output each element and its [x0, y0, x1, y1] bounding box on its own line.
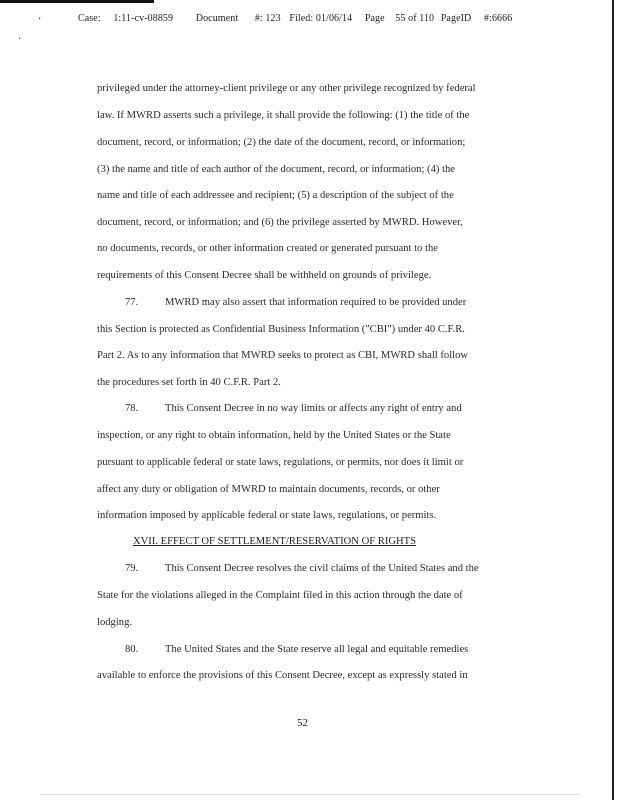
body-line: requirements of this Consent Decree shall be withheld on grounds of privilege.: [97, 270, 432, 281]
body-line: name and title of each addressee and recipient; (5) a description of the subject of the: [97, 190, 454, 201]
body-line: information imposed by applicable federal or state laws, regulations, or permits.: [97, 510, 437, 521]
pageid: #:6666: [483, 13, 513, 24]
paragraph-number: 78.: [125, 403, 139, 414]
body-line: privileged under the attorney-client privilege or any other privilege recognized by federal: [97, 83, 476, 94]
body-line: This Consent Decree in no way limits or affects any right of entry and: [165, 403, 462, 414]
filed-date: Filed: 01/06/14: [289, 13, 353, 24]
body-line: Part 2. As to any information that MWRD seeks to protect as CBI, MWRD shall follow: [97, 350, 469, 361]
scan-mark: ‘: [38, 16, 42, 27]
body-line: available to enforce the provisions of this Consent Decree, except as expressly stated in: [97, 670, 468, 681]
body-line: document, record, or information; (2) the date of the document, record, or information;: [97, 137, 466, 148]
page-number: 52: [297, 717, 308, 729]
body-line: no documents, records, or other information created or generated pursuant to the: [97, 243, 438, 254]
body-line: The United States and the State reserve all legal and equitable remedies: [165, 644, 469, 655]
body-line: affect any duty or obligation of MWRD to maintain documents, records, or other: [97, 484, 440, 495]
case-number: 1:11-cv-08859: [113, 13, 174, 24]
page-of: 55 of 110: [395, 13, 435, 24]
body-line: MWRD may also assert that information required to be provided under: [165, 297, 467, 308]
doc-number: #: 123: [254, 13, 281, 24]
body-line: This Consent Decree resolves the civil claims of the United States and the: [165, 563, 479, 574]
body-line: document, record, or information; and (6) the privilege asserted by MWRD. However,: [97, 217, 463, 228]
body-line: pursuant to applicable federal or state laws, regulations, or permits, nor does it limit or: [97, 457, 464, 468]
pageid-label: PageID: [440, 13, 472, 24]
doc-label: Document: [195, 13, 239, 24]
paragraph-number: 77.: [125, 297, 139, 308]
page-right-edge: [612, 0, 614, 800]
paragraph-number: 80.: [125, 644, 139, 655]
body-line: State for the violations alleged in the Complaint filed in this action through the date of: [97, 590, 463, 601]
section-heading: XVII. EFFECT OF SETTLEMENT/RESERVATION OF RIGHTS: [133, 536, 417, 547]
body-line: law. If MWRD asserts such a privilege, it shall provide the following: (1) the title of the: [97, 110, 470, 121]
paragraph-number: 79.: [125, 563, 139, 574]
scan-artifact: [40, 794, 580, 795]
body-line: inspection, or any right to obtain information, held by the United States or the State: [97, 430, 451, 441]
body-line: lodging.: [97, 617, 133, 628]
page-label: Page: [364, 13, 385, 24]
body-line: this Section is protected as Confidential Business Information ("CBI") under 40 C.F.R.: [97, 324, 465, 335]
body-line: (3) the name and title of each author of the document, record, or information; (4) the: [97, 164, 455, 175]
top-rule: [0, 0, 154, 3]
case-label: Case:: [78, 13, 101, 24]
body-line: the procedures set forth in 40 C.F.R. Part 2.: [97, 377, 281, 388]
scan-dot: ‧: [18, 34, 22, 45]
ecf-header: [78, 13, 512, 24]
